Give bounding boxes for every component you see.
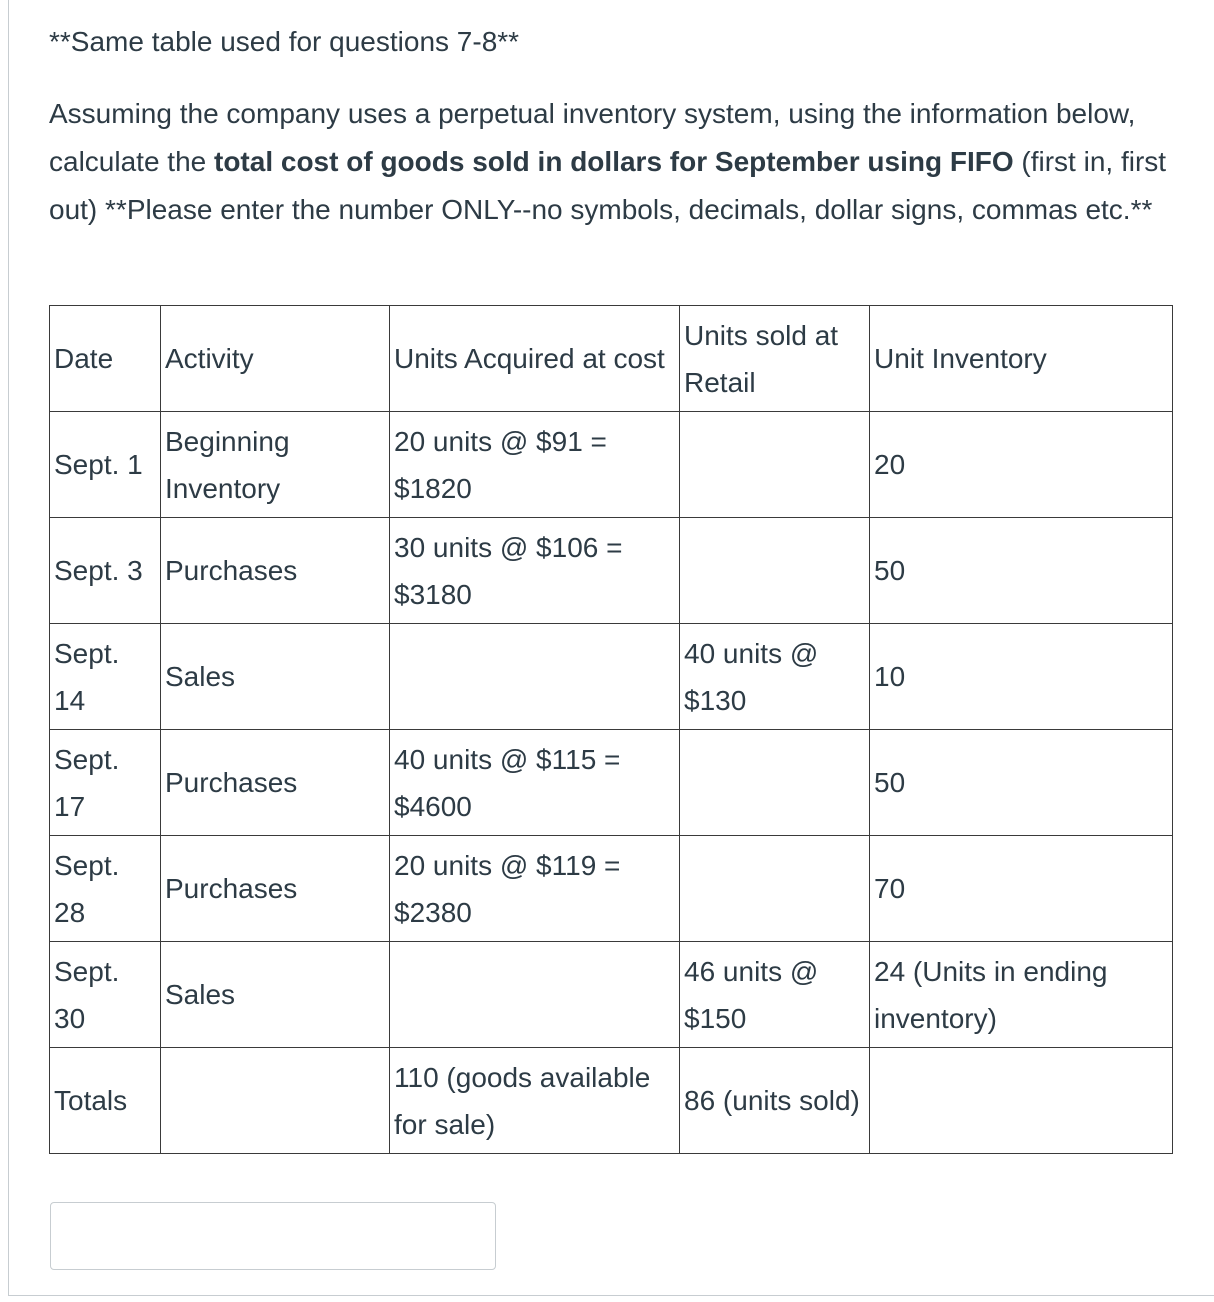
cell-inventory: 70 [870, 836, 1173, 942]
cell-inventory: 50 [870, 730, 1173, 836]
table-row [50, 624, 1173, 730]
cell-activity: Beginning Inventory [161, 412, 390, 518]
cell-inventory: 20 [870, 412, 1173, 518]
table-header-row [50, 306, 1173, 412]
shared-table-note: **Same table used for questions 7-8** [49, 26, 520, 57]
question-text-bold: total cost of goods sold in dollars for September using FIFO [214, 146, 1014, 177]
cell-activity: Sales [161, 942, 390, 1048]
cell-date: Totals [50, 1048, 161, 1154]
question-text-part1: Assuming the company uses a perpetual inventory system, using the information below, calculate the [49, 98, 1136, 177]
cell-sold [680, 730, 870, 836]
cell-activity: Purchases [161, 730, 390, 836]
cell-date: Sept. 3 [50, 518, 161, 624]
cell-acquired: 110 (goods available for sale) [390, 1048, 680, 1154]
header-unit-inventory: Unit Inventory [870, 306, 1173, 412]
cell-acquired: 40 units @ $115 = $4600 [390, 730, 680, 836]
cell-activity: Purchases [161, 518, 390, 624]
table-row [50, 412, 1173, 518]
cell-inventory: 10 [870, 624, 1173, 730]
cell-date: Sept. 1 [50, 412, 161, 518]
header-units-acquired: Units Acquired at cost [390, 306, 680, 412]
header-activity: Activity [161, 306, 390, 412]
header-date: Date [50, 306, 161, 412]
cell-sold: 46 units @ $150 [680, 942, 870, 1048]
table-row [50, 836, 1173, 942]
cell-sold [680, 412, 870, 518]
totals-row [50, 1048, 1173, 1154]
cell-date: Sept. 30 [50, 942, 161, 1048]
inventory-table [49, 305, 1173, 1154]
answer-input[interactable] [50, 1202, 496, 1270]
cell-inventory [870, 1048, 1173, 1154]
cell-inventory: 50 [870, 518, 1173, 624]
cell-activity: Sales [161, 624, 390, 730]
cell-sold [680, 518, 870, 624]
question-text-part2: (first in, first out) **Please enter the number ONLY--no symbols, decimals, dollar signs, commas etc.** [49, 146, 1167, 225]
cell-sold: 86 (units sold) [680, 1048, 870, 1154]
cell-activity: Purchases [161, 836, 390, 942]
question-text [49, 90, 1169, 234]
cell-inventory: 24 (Units in ending inventory) [870, 942, 1173, 1048]
cell-acquired: 20 units @ $91 = $1820 [390, 412, 680, 518]
table-row [50, 518, 1173, 624]
table-row [50, 942, 1173, 1048]
cell-date: Sept. 17 [50, 730, 161, 836]
cell-activity [161, 1048, 390, 1154]
cell-acquired: 20 units @ $119 = $2380 [390, 836, 680, 942]
cell-acquired: 30 units @ $106 = $3180 [390, 518, 680, 624]
table-row [50, 730, 1173, 836]
cell-acquired [390, 942, 680, 1048]
cell-acquired [390, 624, 680, 730]
cell-date: Sept. 28 [50, 836, 161, 942]
cell-sold [680, 836, 870, 942]
header-units-sold: Units sold at Retail [680, 306, 870, 412]
cell-sold: 40 units @ $130 [680, 624, 870, 730]
cell-date: Sept. 14 [50, 624, 161, 730]
